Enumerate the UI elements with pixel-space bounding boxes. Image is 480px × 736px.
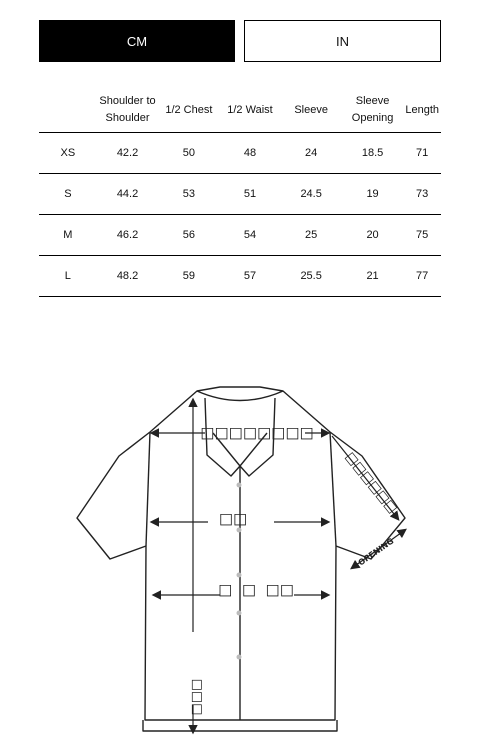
table-cell: 46.2 <box>97 215 159 256</box>
table-cell: 48.2 <box>97 256 159 297</box>
table-header-row <box>39 88 441 133</box>
table-cell: 20 <box>342 215 404 256</box>
table-cell: 50 <box>158 133 219 174</box>
header-shoulder: Shoulder to Shoulder <box>97 88 159 133</box>
header-length: Length <box>403 88 441 133</box>
table-cell: 24.5 <box>281 174 342 215</box>
table-cell: 19 <box>342 174 404 215</box>
opening-label: OPENING <box>356 536 396 568</box>
table-cell: 56 <box>158 215 219 256</box>
table-cell: S <box>39 174 97 215</box>
table-cell: 25.5 <box>281 256 342 297</box>
button-icon <box>237 655 242 660</box>
table-cell: L <box>39 256 97 297</box>
table-cell: 44.2 <box>97 174 159 215</box>
shirt-measurement-diagram <box>0 300 480 736</box>
table-cell: 54 <box>219 215 280 256</box>
table-cell: 24 <box>281 133 342 174</box>
header-sleeve: Sleeve <box>281 88 342 133</box>
button-icon <box>237 528 242 533</box>
table-cell: 57 <box>219 256 280 297</box>
table-row <box>39 256 441 297</box>
table-row <box>39 133 441 174</box>
table-cell: 42.2 <box>97 133 159 174</box>
table-cell: 51 <box>219 174 280 215</box>
header-sleeve-opening: Sleeve Opening <box>342 88 404 133</box>
table-cell: 77 <box>403 256 441 297</box>
table-cell: 25 <box>281 215 342 256</box>
header-chest: 1/2 Chest <box>158 88 219 133</box>
table-cell: 48 <box>219 133 280 174</box>
table-cell: M <box>39 215 97 256</box>
chest-label: □□ <box>218 509 248 528</box>
table-cell: 21 <box>342 256 404 297</box>
button-icon <box>237 611 242 616</box>
unit-toggle-cm[interactable]: CM <box>39 20 235 62</box>
header-waist: 1/2 Waist <box>219 88 280 133</box>
header-size <box>39 88 97 133</box>
table-cell: 53 <box>158 174 219 215</box>
waist-label: □ □ □□ <box>218 580 294 599</box>
unit-toggle-in[interactable]: IN <box>244 20 441 62</box>
table-row <box>39 174 441 215</box>
table-cell: 73 <box>403 174 441 215</box>
sleeve-label: □□□□□□ <box>341 449 401 517</box>
table-cell: 75 <box>403 215 441 256</box>
shoulder-label: □□□□□□□□ <box>200 423 314 442</box>
table-cell: 18.5 <box>342 133 404 174</box>
size-chart-table <box>39 88 441 297</box>
table-cell: XS <box>39 133 97 174</box>
length-label: □□□ <box>189 678 205 716</box>
table-cell: 59 <box>158 256 219 297</box>
button-icon <box>237 573 242 578</box>
button-icon <box>237 483 242 488</box>
table-cell: 71 <box>403 133 441 174</box>
table-row <box>39 215 441 256</box>
